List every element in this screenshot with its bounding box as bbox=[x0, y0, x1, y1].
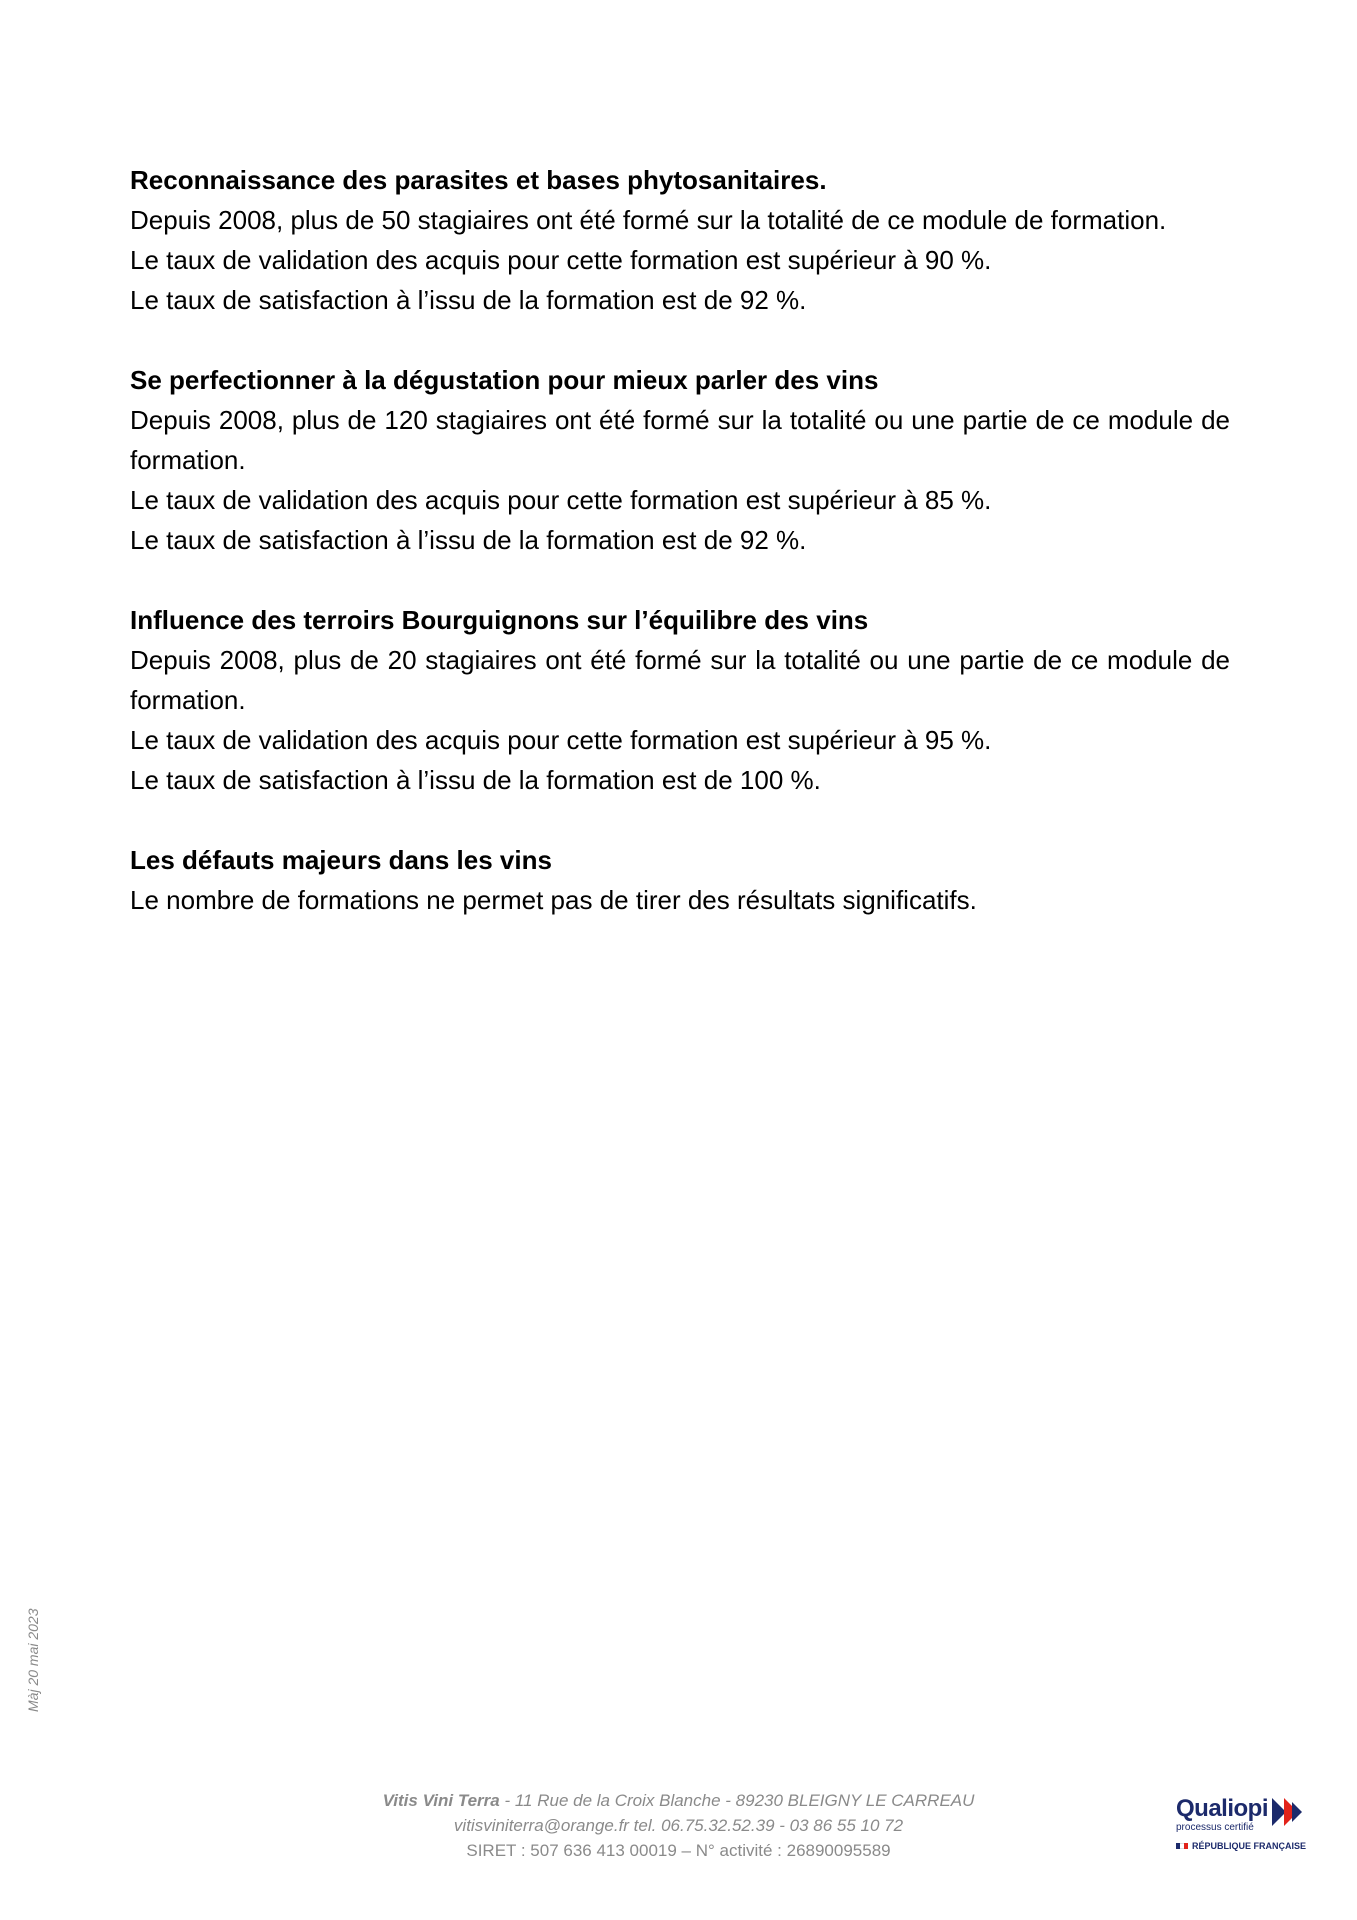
section-parasites bbox=[130, 160, 1230, 320]
republique-francaise-mark bbox=[1176, 1840, 1326, 1852]
footer-contact: vitisviniterra@orange.fr tel. 06.75.32.52.39 - 03 86 55 10 72 bbox=[453, 1816, 904, 1835]
section-line: Depuis 2008, plus de 50 stagiaires ont été formé sur la totalité de ce module de formation. bbox=[130, 205, 1167, 235]
section-line: Le taux de validation des acquis pour cette formation est supérieur à 85 %. bbox=[130, 485, 992, 515]
section-line: Le nombre de formations ne permet pas de tirer des résultats significatifs. bbox=[130, 885, 977, 915]
section-title: Influence des terroirs Bourguignons sur l’équilibre des vins bbox=[130, 605, 869, 635]
section-line: Depuis 2008, plus de 120 stagiaires ont été formé sur la totalité ou une partie de ce module de formation. bbox=[130, 405, 1230, 475]
qualiopi-subtitle: processus certifié bbox=[1176, 1822, 1254, 1833]
section-degustation bbox=[130, 360, 1230, 560]
section-title: Reconnaissance des parasites et bases phytosanitaires. bbox=[130, 165, 827, 195]
section-line: Le taux de satisfaction à l’issu de la formation est de 100 %. bbox=[130, 765, 821, 795]
french-flag-icon bbox=[1176, 1843, 1188, 1849]
section-defauts bbox=[130, 840, 1230, 920]
section-line: Le taux de validation des acquis pour cette formation est supérieur à 95 %. bbox=[130, 725, 992, 755]
footer-brand: Vitis Vini Terra bbox=[382, 1791, 500, 1810]
section-line: Depuis 2008, plus de 20 stagiaires ont été formé sur la totalité ou une partie de ce module de formation. bbox=[130, 645, 1230, 715]
section-line: Le taux de validation des acquis pour cette formation est supérieur à 90 %. bbox=[130, 245, 992, 275]
qualiopi-wordmark: Qualiopi bbox=[1176, 1795, 1268, 1822]
section-title: Les défauts majeurs dans les vins bbox=[130, 845, 552, 875]
section-title: Se perfectionner à la dégustation pour mieux parler des vins bbox=[130, 365, 879, 395]
section-line: Le taux de satisfaction à l’issu de la formation est de 92 %. bbox=[130, 285, 807, 315]
qualiopi-logo bbox=[1176, 1796, 1326, 1856]
page-footer bbox=[0, 1788, 1357, 1863]
section-line: Le taux de satisfaction à l’issu de la formation est de 92 %. bbox=[130, 525, 807, 555]
footer-siret: SIRET : 507 636 413 00019 – N° activité : 26890095589 bbox=[466, 1841, 891, 1860]
section-terroirs bbox=[130, 600, 1230, 800]
qualiopi-arrows-icon bbox=[1272, 1798, 1306, 1826]
document-body bbox=[130, 160, 1230, 960]
update-date-note: Màj 20 mai 2023 bbox=[25, 1608, 41, 1712]
footer-address-line bbox=[0, 1788, 1357, 1813]
republique-francaise-label: RÉPUBLIQUE FRANÇAISE bbox=[1192, 1841, 1307, 1851]
footer-address: - 11 Rue de la Croix Blanche - 89230 BLEIGNY LE CARREAU bbox=[499, 1791, 975, 1810]
